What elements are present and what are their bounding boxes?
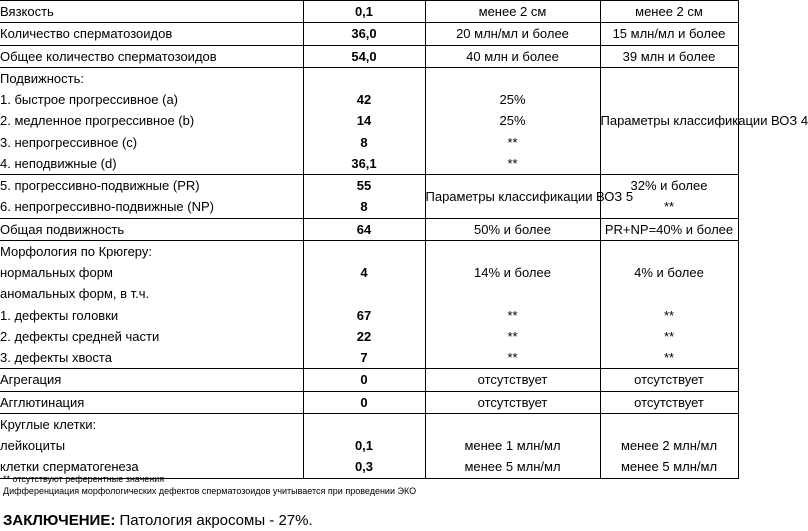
ref-who4: ** [600, 347, 738, 369]
ref-who5: ** [425, 305, 600, 326]
row-label: лейкоциты [0, 438, 66, 453]
table-row [0, 347, 738, 369]
table-row [0, 67, 738, 89]
ref-who5: отсутствует [425, 369, 600, 391]
row-value: 0,1 [303, 435, 425, 456]
row-value: 36,0 [303, 23, 425, 45]
row-value: 4 [303, 262, 425, 283]
table-row [0, 283, 738, 304]
row-label: Агрегация [0, 369, 303, 391]
ref-who5: 20 млн/мл и более [425, 23, 600, 45]
row-label: Вязкость [0, 1, 303, 23]
row-label: 6. непрогрессивно-подвижные (NP) [0, 199, 214, 215]
row-value: 14 [303, 110, 425, 131]
ref-who5: менее 1 млн/мл [425, 435, 600, 456]
row-label: Агглютинация [0, 391, 303, 413]
row-value: 0,1 [303, 1, 425, 23]
table-row [0, 326, 738, 347]
row-value: 67 [303, 305, 425, 326]
row-value: 36,1 [303, 153, 425, 175]
ref-who5: 25% [425, 110, 600, 131]
footnote-no-reference: ** отсутствуют референтные значения [3, 474, 165, 484]
ref-who5: ** [425, 153, 600, 175]
row-label: 4. неподвижные (d) [0, 155, 117, 171]
ref-who5: ** [425, 132, 600, 153]
table-row [0, 45, 738, 67]
ref-who5: менее 2 см [425, 1, 600, 23]
ref-who4: PR+NP=40% и более [600, 218, 738, 240]
ref-who5: 50% и более [425, 218, 600, 240]
row-value: 0,3 [303, 456, 425, 478]
conclusion [3, 512, 313, 529]
ref-who5: 25% [425, 89, 600, 110]
ref-who4: менее 2 млн/мл [600, 435, 738, 456]
row-value: 0 [303, 369, 425, 391]
row-label: Количество сперматозоидов [0, 23, 303, 45]
section-heading: Морфология по Крюгеру: [0, 240, 303, 262]
table-row [0, 240, 738, 262]
row-label: аномальных форм, в т.ч. [0, 286, 150, 302]
row-value: 8 [303, 132, 425, 153]
ref-who4: 32% и более [600, 175, 738, 197]
ref-who4: 4% и более [600, 262, 738, 283]
who4-classification-note: Параметры классификации ВОЗ 4 [600, 67, 738, 174]
ref-who4: 15 млн/мл и более [600, 23, 738, 45]
row-label: 1. быстрое прогрессивное (а) [0, 92, 179, 107]
table-row [0, 175, 738, 197]
row-label: клетки сперматогенеза [0, 456, 303, 478]
row-label: 5. прогрессивно-подвижные (PR) [0, 175, 303, 197]
footnote-eco: Дифференциация морфологических дефектов сперматозоидов учитывается при проведении ЭКО [3, 486, 417, 496]
conclusion-label: ЗАКЛЮЧЕНИЕ: [3, 512, 116, 529]
table-row [0, 413, 738, 435]
table-row [0, 391, 738, 413]
row-value: 8 [303, 196, 425, 218]
row-value: 64 [303, 218, 425, 240]
row-value: 42 [303, 89, 425, 110]
ref-who4: ** [600, 196, 738, 218]
row-value: 54,0 [303, 45, 425, 67]
ref-who5: ** [425, 347, 600, 369]
row-value: 7 [303, 347, 425, 369]
ref-who5: 40 млн и более [425, 45, 600, 67]
ref-who4: менее 5 млн/мл [600, 456, 738, 478]
table-row [0, 218, 738, 240]
ref-who4: отсутствует [600, 391, 738, 413]
ref-who5: 14% и более [425, 262, 600, 283]
ref-who5: отсутствует [425, 391, 600, 413]
row-value: 0 [303, 391, 425, 413]
row-label: Общее количество сперматозоидов [0, 45, 303, 67]
table-row [0, 369, 738, 391]
row-label: 1. дефекты головки [0, 307, 119, 323]
ref-who5: ** [425, 326, 600, 347]
who5-classification-note: Параметры классификации ВОЗ 5 [425, 175, 600, 219]
table-row [0, 1, 738, 23]
ref-who4: ** [600, 326, 738, 347]
ref-who4: 39 млн и более [600, 45, 738, 67]
ref-who4: ** [600, 305, 738, 326]
table-row [0, 435, 738, 456]
section-heading: Подвижность: [0, 67, 303, 89]
row-value: 55 [303, 175, 425, 197]
conclusion-text: Патология акросомы - 27%. [119, 512, 313, 529]
table-row [0, 262, 738, 283]
row-label: 2. дефекты средней части [0, 328, 160, 344]
ref-who4: отсутствует [600, 369, 738, 391]
table-row [0, 23, 738, 45]
ref-who4: менее 2 см [600, 1, 738, 23]
footnotes [3, 473, 416, 497]
table-row [0, 305, 738, 326]
section-heading: Круглые клетки: [0, 413, 303, 435]
row-value: 22 [303, 326, 425, 347]
row-label: 3. дефекты хвоста [0, 350, 112, 365]
row-label: нормальных форм [0, 265, 113, 280]
row-label: Общая подвижность [0, 218, 303, 240]
row-label: 2. медленное прогрессивное (b) [0, 113, 195, 129]
row-label: 3. непрогрессивное (с) [0, 134, 138, 150]
ref-who5: менее 5 млн/мл [425, 456, 600, 478]
